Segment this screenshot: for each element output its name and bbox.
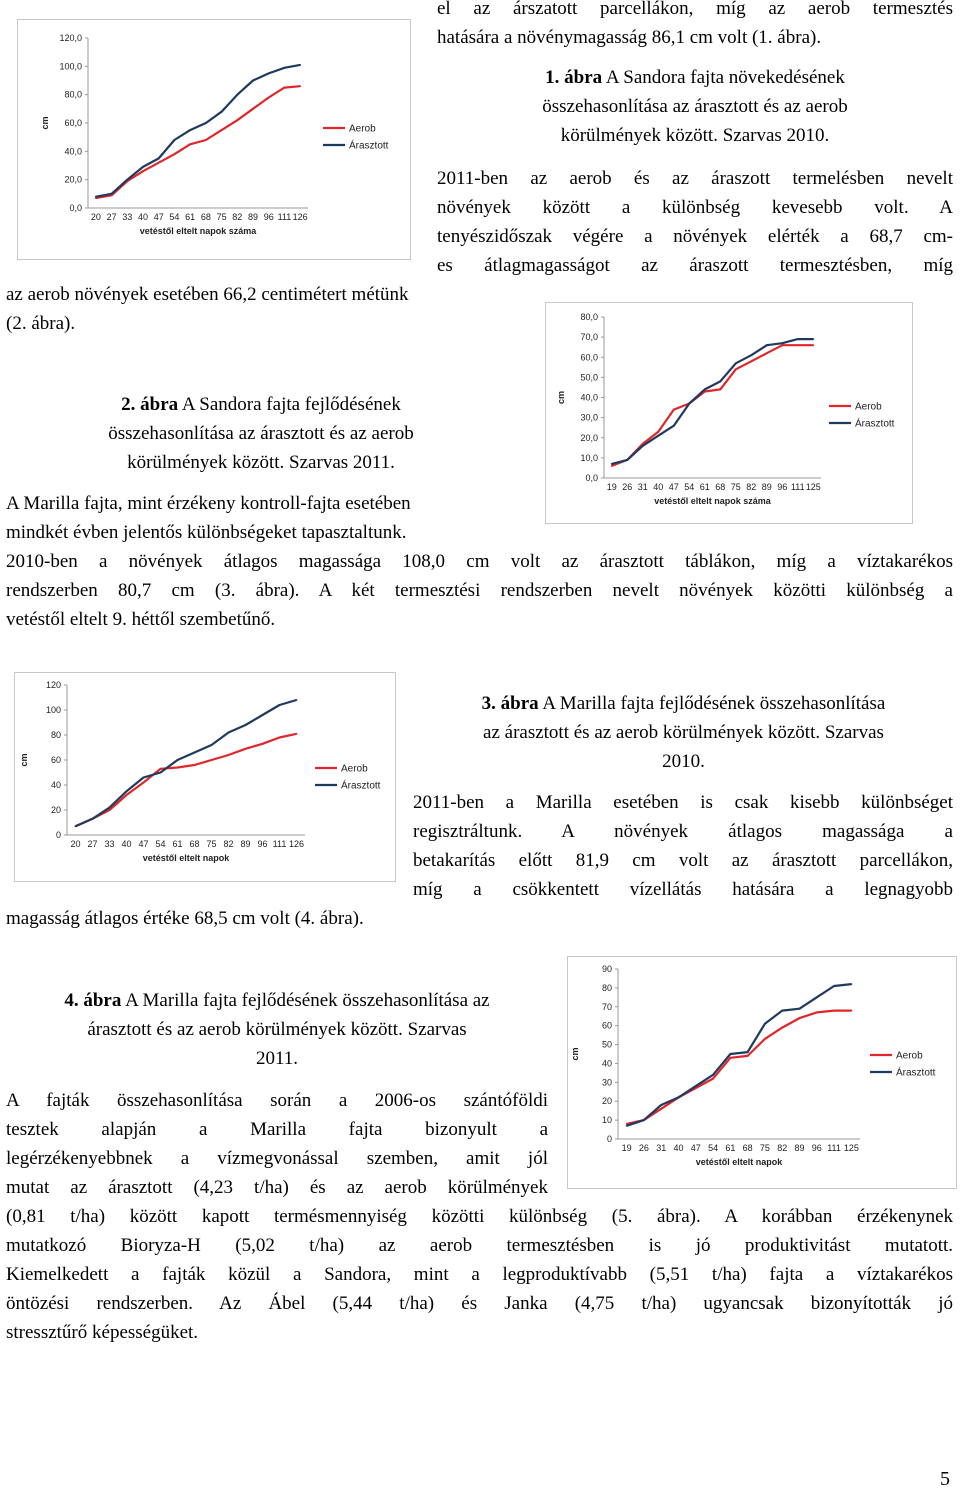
x-tick-label: 47: [153, 212, 164, 222]
data-point: [750, 354, 752, 356]
y-tick-label: 20,0: [64, 174, 82, 185]
figure-4-number: 4. ábra: [64, 990, 122, 1011]
data-point: [279, 737, 281, 739]
legend-label: Árasztott: [349, 140, 389, 152]
paragraph-6-line-3: legérzékenyebbnek a vízmegvonással szemben, amit jól: [6, 1148, 548, 1169]
figure-1-caption: [437, 63, 953, 150]
y-tick-label: 40: [601, 1058, 612, 1069]
x-tick-label: 61: [725, 1143, 736, 1153]
data-point: [735, 368, 737, 370]
x-tick-label: 82: [232, 212, 243, 222]
x-tick-label: 125: [805, 482, 821, 492]
data-point: [126, 179, 128, 181]
data-point: [174, 139, 176, 141]
figure-4-caption: [6, 986, 548, 1073]
figure-2-caption-line-1: 2. ábra A Sandora fajta fejlődésének: [121, 394, 401, 415]
data-point: [236, 94, 238, 96]
legend-label: Aerob: [896, 1050, 923, 1062]
y-tick-label: 60,0: [64, 118, 82, 128]
data-point: [236, 119, 238, 121]
page-number: 5: [940, 1468, 950, 1490]
y-tick-label: 40,0: [64, 146, 82, 157]
x-tick-label: 89: [761, 482, 772, 492]
data-point: [268, 97, 270, 99]
y-tick-label: 60: [601, 1020, 612, 1031]
legend-label: Árasztott: [855, 418, 895, 430]
y-tick-label: 50: [601, 1039, 612, 1050]
paragraph-3-line-1: A Marilla fajta, mint érzékeny kontroll-fajta esetében: [6, 493, 411, 514]
data-point: [781, 342, 783, 344]
figure-2-chart: [545, 302, 913, 524]
paragraph-5-line-3: betakarítás előtt 81,9 cm volt az árasztott parcellákon,: [413, 850, 953, 871]
paragraph-5-line-2: regisztráltunk. A növények átlagos magassága a: [413, 821, 953, 842]
data-point: [194, 764, 196, 766]
x-tick-label: 82: [746, 482, 757, 492]
y-tick-label: 20: [601, 1096, 612, 1107]
paragraph-4-line-2: rendszerben 80,7 cm (3. ábra). A két termesztési rendszerben nevelt növények közötti különbség a: [6, 580, 953, 601]
data-point: [284, 67, 286, 69]
y-tick-label: 0,0: [69, 203, 82, 213]
x-tick-label: 111: [277, 212, 292, 222]
paragraph-4-line-3: vetéstől eltelt 9. héttől szembetűnő.: [6, 609, 276, 630]
y-tick-label: 80: [50, 730, 61, 740]
x-tick-label: 40: [673, 1143, 684, 1153]
data-point: [252, 108, 254, 110]
paragraph-5-line-5: magasság átlagos értéke 68,5 cm volt (4. ábra).: [6, 908, 364, 929]
figure-4-caption-line-2: árasztott és az aerob körülmények között. Szarvas: [87, 1019, 467, 1040]
data-point: [111, 193, 113, 195]
x-axis-label: vetéstől eltelt napok száma: [139, 226, 257, 236]
data-point: [205, 122, 207, 124]
x-tick-label: 111: [827, 1143, 841, 1153]
figure-1-caption-line-1: 1. ábra A Sandora fajta növekedésének: [545, 67, 845, 88]
x-tick-label: 27: [87, 839, 98, 849]
paragraph-6-line-4: mutat az árasztott (4,23 t/ha) és az aerob körülmények: [6, 1177, 548, 1198]
figure-3-caption: [414, 689, 953, 776]
x-tick-label: 27: [106, 212, 117, 222]
x-tick-label: 47: [690, 1143, 701, 1153]
paragraph-6-line-1: A fajták összehasonlítása során a 2006-os szántóföldi: [6, 1090, 548, 1111]
x-tick-label: 33: [104, 839, 115, 849]
data-point: [611, 465, 613, 467]
y-axis-label: cm: [556, 390, 566, 405]
series-line-arasztott: [612, 339, 814, 464]
x-tick-label: 47: [668, 482, 679, 492]
x-tick-label: 31: [637, 482, 648, 492]
figure-3-caption-line-2: az árasztott és az aerob körülmények között. Szarvas: [483, 722, 884, 743]
data-point: [833, 1010, 835, 1012]
paragraph-2-line-2: növények között a különbség kevesebb volt. A: [437, 197, 953, 218]
y-axis-label: cm: [570, 1047, 580, 1061]
data-point: [205, 139, 207, 141]
y-tick-label: 120: [45, 680, 61, 690]
data-point: [712, 1074, 714, 1076]
data-point: [158, 162, 160, 164]
data-point: [797, 338, 799, 340]
figure-3-caption-line-1: 3. ábra A Marilla fajta fejlődésének összehasonlítása: [481, 693, 886, 714]
data-point: [158, 158, 160, 160]
y-tick-label: 0,0: [585, 473, 598, 483]
x-tick-label: 54: [684, 482, 695, 492]
y-tick-label: 30,0: [580, 412, 598, 423]
data-point: [296, 733, 298, 735]
data-point: [729, 1057, 731, 1059]
data-point: [704, 389, 706, 391]
data-point: [735, 362, 737, 364]
x-tick-label: 54: [169, 212, 180, 222]
x-tick-label: 75: [216, 212, 227, 222]
data-point: [678, 1097, 680, 1099]
y-tick-label: 60: [50, 755, 61, 765]
series-line-aerob: [76, 734, 297, 827]
data-point: [833, 985, 835, 987]
data-point: [194, 752, 196, 754]
data-point: [177, 767, 179, 769]
y-tick-label: 80: [601, 982, 612, 993]
data-point: [262, 714, 264, 716]
data-point: [812, 338, 814, 340]
paragraph-5-line-4: míg a csökkentett vízellátás hatására a legnagyobb: [413, 879, 953, 900]
y-tick-label: 0: [55, 830, 61, 840]
data-point: [211, 759, 213, 761]
data-point: [268, 73, 270, 75]
figure-3-number: 3. ábra: [481, 693, 539, 714]
x-tick-label: 89: [247, 212, 259, 222]
data-point: [142, 166, 144, 168]
x-tick-label: 126: [288, 839, 305, 849]
paragraph-1-line-1: el az árszatott parcellákon, míg az aerob termesztés: [437, 0, 953, 19]
paragraph-2-line-5: az aerob növények esetében 66,2 centimétert métünk: [6, 284, 409, 305]
x-tick-label: 96: [257, 839, 268, 849]
data-point: [126, 790, 128, 792]
figure-2-number: 2. ábra: [121, 394, 179, 415]
legend-label: Aerob: [341, 763, 368, 775]
x-tick-label: 61: [185, 212, 196, 222]
paragraph-3-line-2: mindkét évben jelentős különbségeket tapasztaltunk.: [6, 522, 407, 543]
paragraph-2-line-1: 2011-ben az aerob és az áraszott termelésben nevelt: [437, 168, 953, 189]
data-point: [95, 196, 97, 198]
x-tick-label: 54: [708, 1143, 719, 1153]
data-point: [712, 1078, 714, 1080]
data-point: [816, 1012, 818, 1014]
x-axis-label: vetéstől eltelt napok: [142, 853, 230, 863]
figure-1-number: 1. ábra: [545, 67, 603, 88]
data-point: [228, 754, 230, 756]
y-tick-label: 10,0: [580, 452, 598, 463]
paragraph-1-line-2: hatására a növénymagasság 86,1 cm volt (1. ábra).: [437, 27, 822, 48]
data-point: [673, 425, 675, 427]
x-tick-label: 68: [715, 482, 726, 492]
y-tick-label: 90: [601, 964, 612, 974]
x-tick-label: 75: [730, 482, 741, 492]
figure-4-chart: [567, 956, 957, 1189]
data-point: [747, 1051, 749, 1053]
figure-4-caption-line-3: 2011.: [255, 1048, 299, 1069]
x-tick-label: 89: [794, 1143, 805, 1153]
data-point: [109, 809, 111, 811]
legend-label: Árasztott: [341, 780, 381, 792]
figure-4-caption-line-1: 4. ábra A Marilla fajta fejlődésének összehasonlítása az: [64, 990, 490, 1011]
data-point: [766, 352, 768, 354]
x-tick-label: 54: [155, 839, 166, 849]
data-point: [228, 732, 230, 734]
y-tick-label: 60,0: [580, 352, 598, 363]
data-point: [626, 459, 628, 461]
y-tick-label: 20: [50, 805, 61, 815]
x-tick-label: 68: [742, 1143, 753, 1153]
x-tick-label: 75: [206, 839, 217, 849]
data-point: [660, 1108, 662, 1110]
data-point: [252, 80, 254, 82]
x-tick-label: 89: [240, 839, 251, 849]
data-point: [781, 344, 783, 346]
data-point: [75, 825, 77, 827]
data-point: [221, 111, 223, 113]
x-tick-label: 125: [843, 1143, 859, 1153]
figure-1-chart: [17, 19, 411, 260]
data-point: [764, 1023, 766, 1025]
paragraph-6-line-5: (0,81 t/ha) között kapott termésmennyiség közötti különbség (5. ábra). A korábban érzékenynek: [6, 1206, 953, 1227]
x-tick-label: 20: [90, 212, 101, 222]
data-point: [766, 344, 768, 346]
data-point: [799, 1008, 801, 1010]
x-tick-label: 96: [777, 482, 788, 492]
data-point: [299, 64, 301, 66]
paragraph-6-line-2: tesztek alapján a Marilla fajta bizonyult a: [6, 1119, 548, 1140]
x-tick-label: 61: [699, 482, 710, 492]
paragraph-6-line-7: Kiemelkedett a fajták közül a Sandora, mint a legproduktívabb (5,51 t/ha) fajta a víztakarékos: [6, 1264, 953, 1285]
x-tick-label: 82: [777, 1143, 788, 1153]
x-tick-label: 61: [172, 839, 183, 849]
y-tick-label: 20,0: [580, 432, 598, 443]
paragraph-5-line-1: 2011-ben a Marilla esetében is csak kisebb különbséget: [413, 792, 953, 813]
data-point: [747, 1055, 749, 1057]
y-tick-label: 40: [50, 780, 61, 790]
x-tick-label: 19: [606, 482, 617, 492]
figure-2-caption-line-2: összehasonlítása az árasztott és az aerob: [108, 423, 414, 444]
data-point: [764, 1038, 766, 1040]
data-point: [626, 1125, 628, 1127]
data-point: [211, 744, 213, 746]
x-tick-label: 20: [70, 839, 81, 849]
data-point: [850, 1010, 852, 1012]
y-tick-label: 30: [601, 1077, 612, 1088]
data-point: [143, 782, 145, 784]
y-axis-label: cm: [40, 116, 50, 130]
data-point: [143, 777, 145, 779]
x-tick-label: 68: [189, 839, 200, 849]
data-point: [719, 381, 721, 383]
legend-label: Aerob: [855, 401, 882, 413]
x-tick-label: 26: [622, 482, 633, 492]
y-tick-label: 100,0: [59, 61, 82, 72]
data-point: [673, 409, 675, 411]
y-tick-label: 80,0: [580, 312, 598, 322]
y-tick-label: 70: [601, 1001, 612, 1012]
figure-3-chart: [14, 672, 396, 882]
x-tick-label: 47: [138, 839, 149, 849]
figure-2-caption-line-3: körülmények között. Szarvas 2011.: [127, 452, 395, 473]
data-point: [719, 389, 721, 391]
data-point: [296, 699, 298, 701]
data-point: [299, 85, 301, 87]
data-point: [279, 704, 281, 706]
paragraph-6-line-6: mutatkozó Bioryza-H (5,02 t/ha) az aerob termesztésben is jó produktivitást mutatott.: [6, 1235, 953, 1256]
paragraph-2-line-4: es átlagmagasságot az áraszott termesztésben, míg: [437, 255, 953, 276]
data-point: [642, 445, 644, 447]
data-point: [750, 360, 752, 362]
data-point: [177, 759, 179, 761]
x-tick-label: 68: [200, 212, 211, 222]
x-axis-label: vetéstől eltelt napok: [695, 1157, 783, 1167]
data-point: [109, 807, 111, 809]
figure-3-caption-line-3: 2010.: [662, 751, 705, 772]
data-point: [92, 818, 94, 820]
data-point: [688, 403, 690, 405]
figure-2-caption: [6, 390, 516, 477]
data-point: [189, 129, 191, 131]
figure-1-caption-line-2: összehasonlítása az árasztott és az aerob: [542, 96, 848, 117]
data-point: [160, 772, 162, 774]
data-point: [643, 1119, 645, 1121]
legend-label: Aerob: [349, 123, 376, 135]
data-point: [245, 748, 247, 750]
data-point: [657, 431, 659, 433]
x-tick-label: 82: [223, 839, 234, 849]
paragraph-6-line-9: stressztűrő képességüket.: [6, 1322, 199, 1343]
data-point: [657, 435, 659, 437]
y-tick-label: 40,0: [580, 392, 598, 403]
y-tick-label: 50,0: [580, 372, 598, 383]
data-point: [189, 143, 191, 145]
x-tick-label: 96: [811, 1143, 822, 1153]
x-axis-label: vetéstől eltelt napok száma: [654, 496, 771, 506]
data-point: [284, 87, 286, 89]
data-point: [695, 1085, 697, 1087]
series-line-arasztott: [627, 984, 852, 1126]
data-point: [797, 344, 799, 346]
x-tick-label: 40: [137, 212, 149, 222]
y-tick-label: 80,0: [64, 89, 82, 100]
y-tick-label: 120,0: [59, 33, 82, 43]
y-tick-label: 100: [45, 705, 61, 715]
x-tick-label: 19: [621, 1143, 632, 1153]
paragraph-4-line-1: 2010-ben a növények átlagos magassága 108,0 cm volt az árasztott táblákon, míg a víztakarékos: [6, 551, 953, 572]
data-point: [729, 1053, 731, 1055]
data-point: [142, 170, 144, 172]
data-point: [160, 768, 162, 770]
data-point: [126, 794, 128, 796]
data-point: [221, 129, 223, 131]
x-tick-label: 126: [292, 212, 308, 222]
y-tick-label: 0: [606, 1134, 612, 1144]
y-axis-label: cm: [19, 753, 29, 767]
paragraph-2-line-3: tenyészidőszak végére a növények elérték a 68,7 cm-: [437, 226, 953, 247]
x-tick-label: 111: [790, 482, 805, 492]
series-line-arasztott: [96, 65, 300, 197]
data-point: [611, 463, 613, 465]
paragraph-2-line-6: (2. ábra).: [6, 313, 76, 334]
data-point: [812, 344, 814, 346]
data-point: [174, 153, 176, 155]
data-point: [781, 1010, 783, 1012]
data-point: [262, 743, 264, 745]
x-tick-label: 96: [263, 212, 274, 222]
x-tick-label: 26: [638, 1143, 649, 1153]
data-point: [850, 983, 852, 985]
data-point: [660, 1104, 662, 1106]
data-point: [816, 996, 818, 998]
x-tick-label: 40: [653, 482, 664, 492]
x-tick-label: 40: [121, 839, 132, 849]
paragraph-6-line-8: öntözési rendszerben. Az Ábel (5,44 t/ha) és Janka (4,75 t/ha) ugyancsak bizonyították jó: [6, 1293, 953, 1314]
x-tick-label: 33: [122, 212, 133, 222]
x-tick-label: 111: [272, 839, 287, 849]
data-point: [799, 1017, 801, 1019]
data-point: [781, 1027, 783, 1029]
figure-1-caption-line-3: körülmények között. Szarvas 2010.: [560, 125, 830, 146]
x-tick-label: 75: [759, 1143, 770, 1153]
legend-label: Árasztott: [896, 1067, 936, 1079]
y-tick-label: 70,0: [580, 332, 598, 343]
data-point: [245, 724, 247, 726]
y-tick-label: 10: [601, 1115, 612, 1126]
x-tick-label: 31: [656, 1143, 667, 1153]
